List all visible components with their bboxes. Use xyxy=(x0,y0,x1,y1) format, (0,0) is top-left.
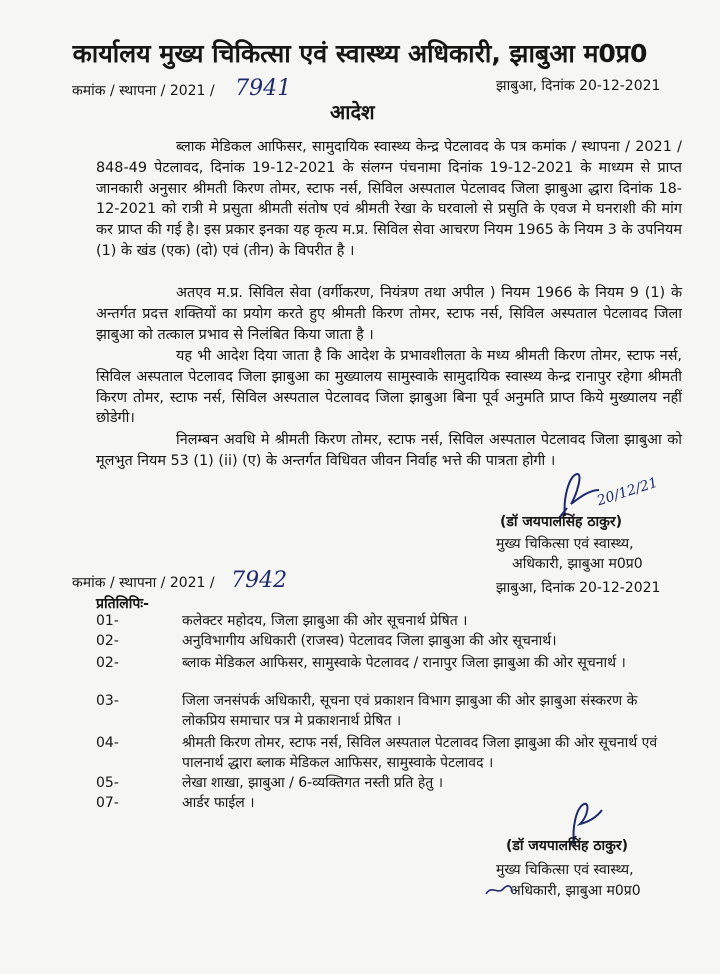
order-heading: आदेश xyxy=(330,100,375,124)
copy-text: श्रीमती किरण तोमर, स्टाफ नर्स, सिविल अस्पताल पेटलावद जिला झाबुआ की ओर सूचनार्थ एवं पालनार्थ द्धारा ब्लाक मेडिकल आफिसर, सामुस्वाके पेटलावद । xyxy=(182,735,658,771)
initial-mark xyxy=(484,880,514,900)
signatory-name: (डॉ जयपालसिंह ठाकुर) xyxy=(506,838,629,854)
reference-prefix: कमांक / स्थापना / 2021 / xyxy=(72,575,215,591)
copy-number: 02- xyxy=(96,633,119,649)
copy-text: लेखा शाखा, झाबुआ / 6-व्यक्तिगत नस्ती प्रति हेतु । xyxy=(182,775,444,791)
reference-number xyxy=(72,76,291,101)
office-title: कार्यालय मुख्य चिकित्सा एवं स्वास्थ्य अधिकारी, झाबुआ म0प्र0 xyxy=(72,39,648,68)
copy-number: 05- xyxy=(96,775,119,791)
signatory-office: अधिकारी, झाबुआ म0प्र0 xyxy=(512,556,643,572)
order-paragraph: ब्लाक मेडिकल आफिसर, सामुदायिक स्वास्थ्य केन्द्र पेटलावद के पत्र कमांक / स्थापना / 2021 / 848-49 पेटलावद, दिनांक 19-12-2021 के संलग्न पंचनामा दिनांक 19-12-2021 के माध्यम से प्राप्त जानकारी अनुसार श्रीमती किरण तोमर, स्टाफ नर्स, सिविल अस्पताल पेटलावद जिला झाबुआ द्धारा दिनांक 18-12-2021 को रात्री मे प्रसुता श्रीमती संतोष एवं श्रीमती रेखा के घरवालो से प्रसुति के एवज मे घनराशी की मांग कर प्राप्त की गई है। इस प्रकार इनका यह कृत्य म.प्र. सिविल सेवा आचरण नियम 1965 के नियम 3 के उपनियम (1) के खंड (एक) (दो) एवं (तीन) के विपरीत है । xyxy=(96,139,682,259)
signatory-designation: मुख्य चिकित्सा एवं स्वास्थ्य, xyxy=(496,862,634,878)
signatory-name: (डॉ जयपालसिंह ठाकुर) xyxy=(500,514,623,530)
place-date: झाबुआ, दिनांक 20-12-2021 xyxy=(496,78,661,94)
copy-number: 07- xyxy=(96,795,119,811)
copy-text: अनुविभागीय अधिकारी (राजस्व) पेटलावद जिला झाबुआ की ओर सूचनार्थ। xyxy=(182,633,557,649)
order-paragraph: अतएव म.प्र. सिविल सेवा (वर्गीकरण, नियंत्रण तथा अपील ) नियम 1966 के नियम 9 (1) के अन्तर्गत प्रदत्त शक्तियों का प्रयोग करते हुए श्रीमती किरण तोमर, स्टाफ नर्स, सिविल अस्पताल पेटलावद जिला झाबुआ को तत्काल प्रभाव से निलंबित किया जाता है । xyxy=(96,285,682,343)
copy-to-label: प्रतिलिपिः- xyxy=(96,596,149,612)
copy-number: 04- xyxy=(96,735,119,751)
copy-text: जिला जनसंपर्क अधिकारी, सूचना एवं प्रकाशन विभाग झाबुआ की ओर झाबुआ संस्करण के लोकप्रिय समाचार पत्र मे प्रकाशनार्थ प्रेषित । xyxy=(182,693,638,729)
reference-prefix: कमांक / स्थापना / 2021 / xyxy=(72,83,215,99)
signatory-office: अधिकारी, झाबुआ म0प्र0 xyxy=(510,883,641,899)
copy-text: ब्लाक मेडिकल आफिसर, सामुस्वाके पेटलावद / रानापुर जिला झाबुआ की ओर सूचनार्थ । xyxy=(182,655,626,671)
copy-number: 03- xyxy=(96,693,119,709)
copy-text: आर्डर फाईल । xyxy=(182,795,255,811)
copy-number: 02- xyxy=(96,655,119,671)
order-paragraph: निलम्बन अवधि मे श्रीमती किरण तोमर, स्टाफ नर्स, सिविल अस्पताल पेटलावद जिला झाबुआ को मूलभुत नियम 53 (1) (ii) (ए) के अन्तर्गत विधिवत जीवन निर्वाह भत्ते की पात्रता होगी । xyxy=(96,432,682,469)
signature-date: 20/12/21 xyxy=(595,474,660,510)
copy-text: कलेक्टर महोदय, जिला झाबुआ की ओर सूचनार्थ प्रेषित । xyxy=(182,613,468,629)
handwritten-reference-number: 7942 xyxy=(231,568,288,593)
handwritten-reference-number: 7941 xyxy=(235,76,292,101)
copy-reference-number xyxy=(72,568,287,593)
signatory-designation: मुख्य चिकित्सा एवं स्वास्थ्य, xyxy=(496,536,634,552)
copy-number: 01- xyxy=(96,613,119,629)
order-paragraph: यह भी आदेश दिया जाता है कि आदेश के प्रभावशीलता के मध्य श्रीमती किरण तोमर, स्टाफ नर्स, सिविल अस्पताल पेटलावद जिला झाबुआ का मुख्यालय सामुस्वाके सामुदायिक स्वास्थ्य केन्द्र रानापुर रहेगा श्रीमती किरण तोमर, स्टाफ नर्स, सिविल अस्पताल पेटलावद जिला झाबुआ बिना पूर्व अनुमति प्राप्त किये मुख्यालय नहीं छोडेगी। xyxy=(96,348,682,427)
copy-place-date: झाबुआ, दिनांक 20-12-2021 xyxy=(496,580,661,596)
